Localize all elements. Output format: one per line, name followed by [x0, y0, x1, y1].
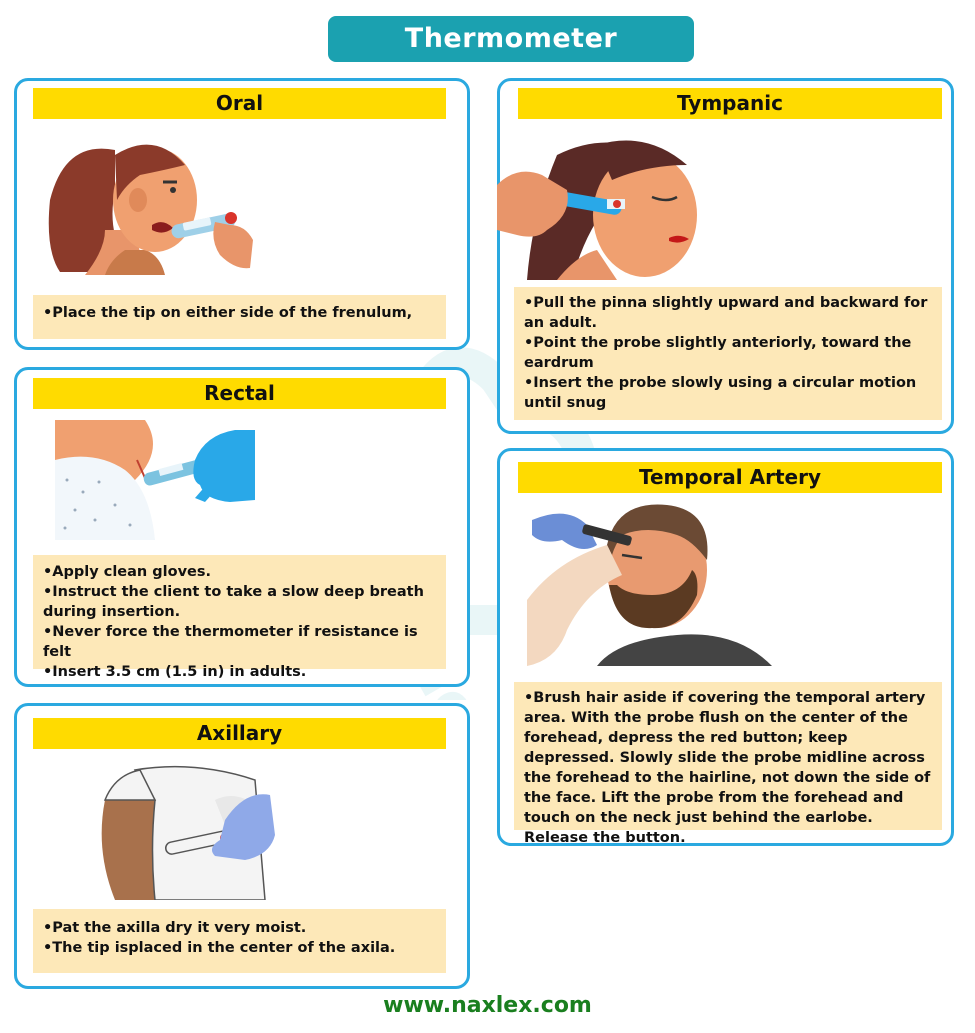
card-oral-notes — [33, 295, 446, 339]
note-item: •Point the probe slightly anteriorly, toward the eardrum — [524, 335, 912, 371]
card-tympanic-notes — [514, 287, 942, 420]
footer-url: www.naxlex.com — [383, 993, 592, 1018]
note-item: •Pat the axilla dry it very moist. — [43, 920, 307, 936]
note-item: •Place the tip on either side of the frenulum, — [43, 305, 413, 321]
note-item: •The tip isplaced in the center of the axila. — [43, 940, 396, 956]
card-axillary-notes — [33, 909, 446, 973]
note-item: •Insert the probe slowly using a circular motion until snug — [524, 375, 917, 411]
oral-illustration — [45, 130, 260, 275]
tympanic-illustration — [497, 135, 707, 280]
note-item: •Never force the thermometer if resistance is felt — [43, 624, 418, 660]
rectal-illustration — [55, 420, 255, 540]
note-item: •Instruct the client to take a slow deep breath during insertion. — [43, 584, 424, 620]
axillary-illustration — [95, 760, 280, 900]
temporal-artery-illustration — [527, 500, 777, 670]
note-item: •Pull the pinna slightly upward and backward for an adult. — [524, 295, 928, 331]
card-rectal-notes — [33, 555, 446, 680]
card-tympanic-heading: Tympanic — [518, 88, 942, 119]
page-title: Thermometer — [328, 16, 694, 62]
card-temporal-notes — [514, 682, 942, 846]
card-temporal-heading: Temporal Artery — [518, 462, 942, 493]
card-axillary-heading: Axillary — [33, 718, 446, 749]
card-rectal-heading: Rectal — [33, 378, 446, 409]
note-item: •Insert 3.5 cm (1.5 in) in adults. — [43, 664, 307, 680]
card-oral-heading: Oral — [33, 88, 446, 119]
note-item: •Brush hair aside if covering the temporal artery area. With the probe flush on the center of the forehead, depress the red button; keep depressed. Slowly slide the probe midline across the forehead to the hairline, not down the side of the face. Lift the probe from the forehead and touch on the neck just behind the earlobe. Release the button. — [524, 690, 931, 846]
note-item: •Apply clean gloves. — [43, 564, 212, 580]
